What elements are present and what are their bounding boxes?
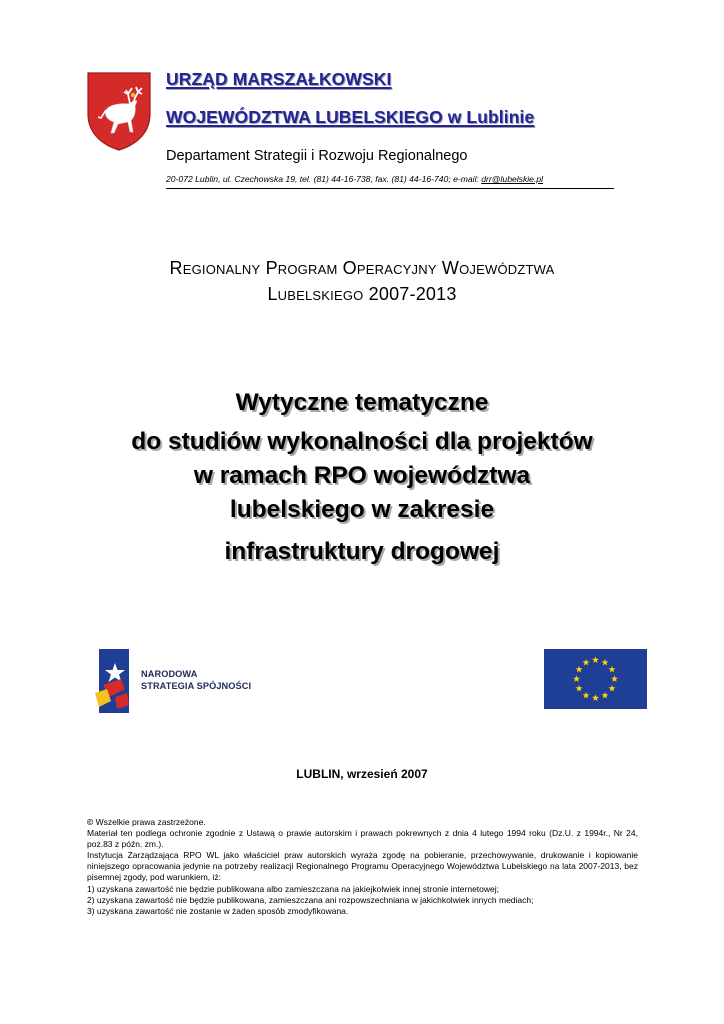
legal-condition-1: 1) uzyskana zawartość nie będzie publikowana albo zamieszczana na jakiejkolwiek innej stronie internetowej;	[87, 883, 500, 894]
copyright-line	[87, 817, 638, 828]
copyright-text: Wszelkie prawa zastrzeżone.	[93, 817, 206, 827]
document-title-line-4: lubelskiego w zakresie	[229, 496, 495, 523]
nss-logo-line-2: STRATEGIA SPÓJNOŚCI	[141, 681, 252, 691]
document-title-line-1: Wytyczne tematyczne	[235, 389, 489, 416]
email-link[interactable]: drr@lubelskie.pl	[481, 174, 544, 184]
eu-flag-icon	[544, 649, 647, 709]
legal-paragraph-2: Instytucja Zarządzająca RPO WL jako właściciel praw autorskich wyraża zgodę na pobieranie, przechowywanie, drukowanie i kopiowanie niniejszego opracowania jedynie na potrzeby realizacji Regionalnego Programu Operacyjnego Województwa Lubelskiego na lata 2007-2013, bez pisemnej zgody, pod warunkiem, iż:	[87, 850, 638, 883]
legal-condition-2: 2) uzyskana zawartość nie będzie publikowana, zamieszczana ani rozpowszechniana w jakichkolwiek innych mediach;	[87, 894, 534, 905]
legal-paragraph-1: Materiał ten podlega ochronie zgodnie z Ustawą o prawie autorskim i prawach pokrewnych z dnia 4 lutego 1994 roku (Dz.U. z 1994r., Nr 24, poz.83 z późn. zm.).	[87, 828, 638, 850]
nss-star-mark-icon	[95, 649, 131, 713]
document-title-line-5: infrastruktury drogowej	[224, 538, 500, 565]
document-title-line-2: do studiów wykonalności dla projektów	[131, 428, 593, 455]
narodowa-strategia-spojnosci-logo	[95, 649, 252, 713]
legal-condition-3: 3) uzyskana zawartość nie zostanie w żaden sposób zmodyfikowana.	[87, 905, 349, 916]
department-name: Departament Strategii i Rozwoju Regionalnego	[166, 148, 468, 164]
program-title-line-1: Regionalny Program Operacyjny Województwa	[169, 258, 555, 278]
place-and-date: LUBLIN, wrzesień 2007	[296, 767, 428, 781]
nss-logo-line-1: NARODOWA	[141, 669, 198, 679]
contact-address	[166, 174, 543, 184]
header-divider	[166, 188, 614, 189]
lublin-deer-crest-icon	[84, 70, 154, 152]
program-title-line-2: Lubelskiego 2007-2013	[267, 284, 457, 304]
copyright-icon: ©	[87, 817, 94, 827]
address-text: 20-072 Lublin, ul. Czechowska 19, tel. (81) 44-16-738, fax. (81) 44-16-740; e-mail:	[166, 174, 482, 184]
legal-notice	[87, 817, 638, 917]
document-title-line-3: w ramach RPO województwa	[193, 462, 531, 489]
office-name-line-2: WOJEWÓDZTWA LUBELSKIEGO w Lublinie	[166, 107, 535, 127]
office-name-line-1: URZĄD MARSZAŁKOWSKI	[166, 69, 392, 89]
